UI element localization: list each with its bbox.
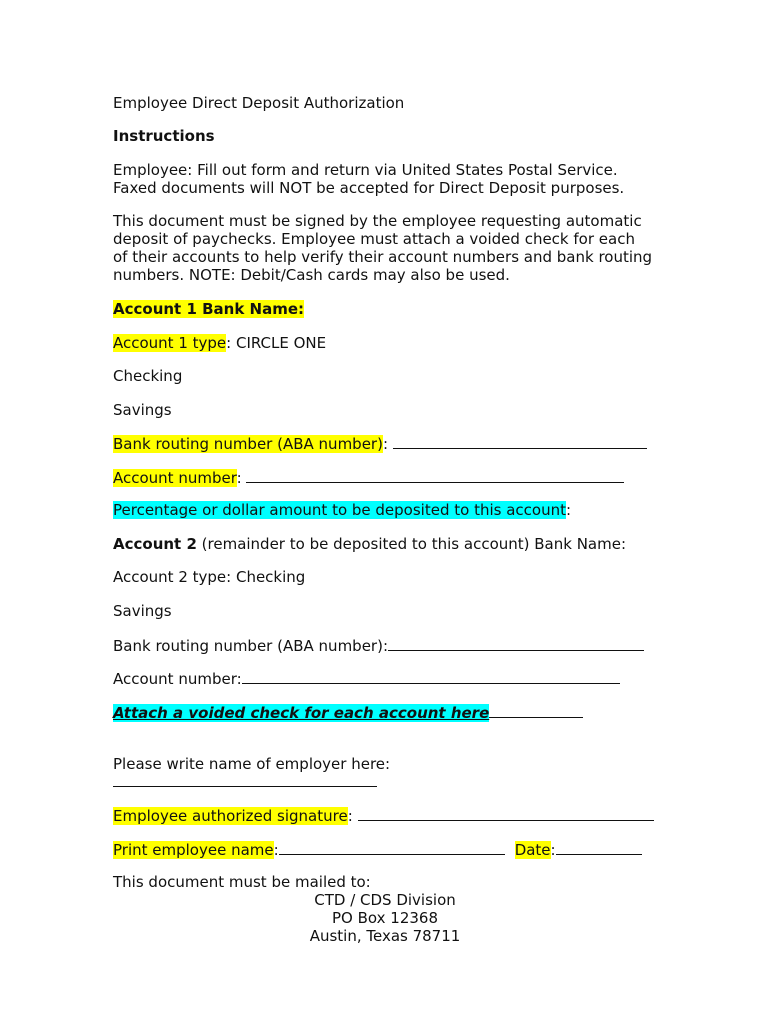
- account1-type-instruction: : CIRCLE ONE: [226, 334, 327, 352]
- attach-voided-check-note: Attach a voided check for each account here: [113, 704, 490, 722]
- signature-row: [113, 806, 654, 824]
- account1-account-number-field[interactable]: [246, 468, 624, 483]
- document-title: Employee Direct Deposit Authorization: [113, 94, 405, 112]
- account1-account-number-row: [113, 468, 624, 486]
- account1-bank-name-row: [113, 300, 304, 318]
- attach-note-line: [489, 703, 583, 718]
- signature-colon: :: [347, 807, 358, 825]
- account2-option-savings[interactable]: Savings: [113, 602, 172, 620]
- date-colon: :: [550, 841, 556, 859]
- employer-label: Please write name of employer here:: [113, 755, 391, 773]
- account2-heading-detail: (remainder to be deposited to this account) Bank Name:: [196, 535, 627, 553]
- account1-account-number-colon: :: [236, 469, 247, 487]
- signature-label: Employee authorized signature: [113, 807, 348, 825]
- account2-account-number-field[interactable]: [242, 669, 620, 684]
- account1-routing-row: [113, 434, 647, 452]
- account1-routing-field[interactable]: [393, 434, 647, 449]
- account1-routing-label: Bank routing number (ABA number): [113, 435, 383, 453]
- instructions-line-2: Faxed documents will NOT be accepted for Direct Deposit purposes.: [113, 179, 625, 197]
- mail-address-line-2: PO Box 12368: [332, 909, 438, 927]
- print-name-row: [113, 840, 642, 858]
- account1-account-number-label: Account number: [113, 469, 237, 487]
- mail-label: This document must be mailed to:: [113, 873, 371, 891]
- account2-routing-field[interactable]: [388, 636, 644, 651]
- account2-routing-row: [113, 636, 644, 654]
- employer-name-field[interactable]: [113, 772, 377, 787]
- account2-account-number-label: Account number:: [113, 670, 242, 688]
- account1-routing-colon: :: [382, 435, 393, 453]
- account2-routing-label: Bank routing number (ABA number):: [113, 637, 389, 655]
- account1-type-label: Account 1 type: [113, 334, 227, 352]
- account1-amount-label: Percentage or dollar amount to be deposited to this account: [113, 501, 566, 519]
- account1-bank-name-label: Account 1 Bank Name:: [113, 300, 305, 318]
- employer-row: [113, 772, 377, 790]
- requirements-line-2: deposit of paychecks. Employee must attach a voided check for each: [113, 230, 635, 248]
- print-name-field[interactable]: [279, 840, 505, 855]
- instructions-heading: Instructions: [113, 127, 215, 145]
- account1-amount-row: [113, 501, 571, 519]
- requirements-line-1: This document must be signed by the employee requesting automatic: [113, 212, 642, 230]
- account2-heading-row: [113, 535, 626, 553]
- account1-amount-colon: :: [565, 501, 572, 519]
- date-field[interactable]: [556, 840, 642, 855]
- date-label: Date: [514, 841, 551, 859]
- print-name-colon: :: [273, 841, 279, 859]
- account1-option-savings[interactable]: Savings: [113, 401, 172, 419]
- requirements-line-3: of their accounts to help verify their account numbers and bank routing: [113, 248, 653, 266]
- account2-type-option-checking[interactable]: Account 2 type: Checking: [113, 568, 306, 586]
- mail-address-line-3: Austin, Texas 78711: [309, 927, 461, 945]
- account1-option-checking[interactable]: Checking: [113, 367, 183, 385]
- requirements-line-4: numbers. NOTE: Debit/Cash cards may also be used.: [113, 266, 510, 284]
- signature-field[interactable]: [358, 806, 654, 821]
- attach-note-row: [113, 703, 583, 721]
- account2-account-number-row: [113, 669, 620, 687]
- account1-type-row: [113, 334, 326, 352]
- instructions-line-1: Employee: Fill out form and return via United States Postal Service.: [113, 161, 618, 179]
- print-name-label: Print employee name: [113, 841, 274, 859]
- account2-heading: Account 2: [113, 535, 197, 553]
- mail-address-line-1: CTD / CDS Division: [314, 891, 456, 909]
